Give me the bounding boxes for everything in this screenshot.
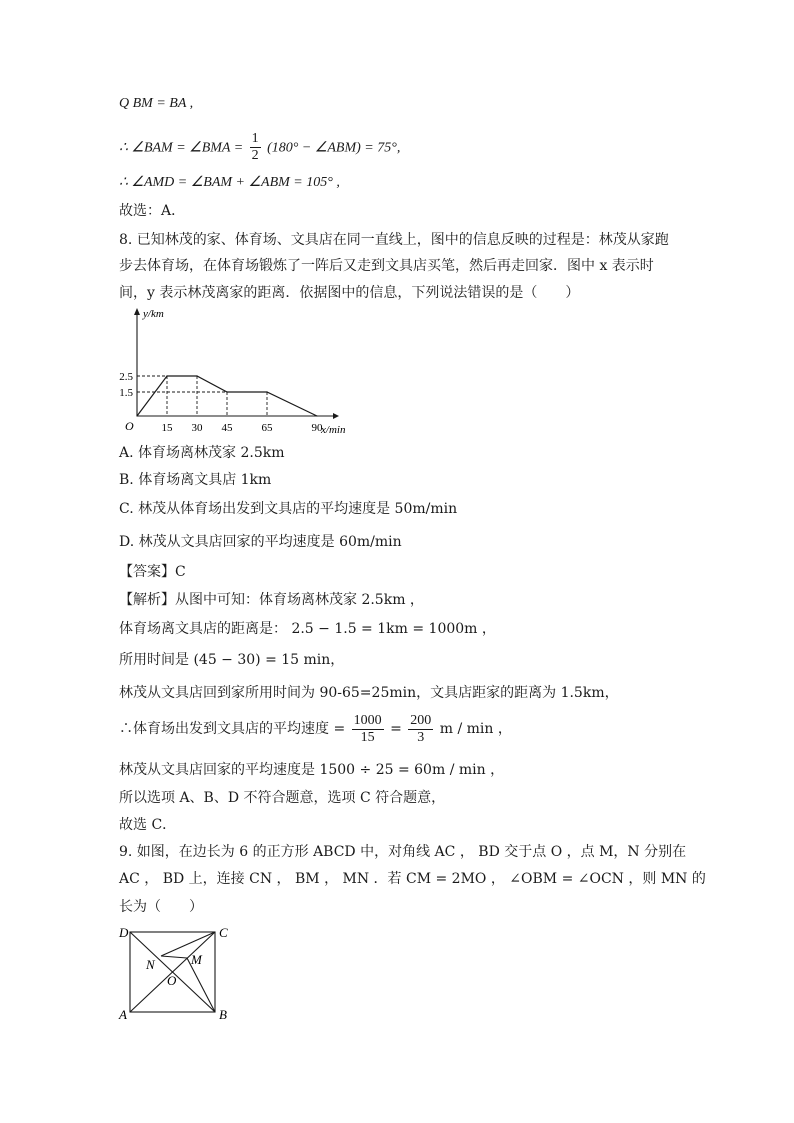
q8-stem-3: 间，y 表示林茂离家的距离．依据图中的信息，下列说法错误的是（ ）: [119, 285, 580, 301]
x-tick-label-45: 45: [221, 422, 233, 434]
q9-stem-3: 长为（ ）: [119, 899, 203, 915]
q8-option-d: D. 林茂从文具店回家的平均速度是 60m/min: [119, 534, 402, 550]
fraction-200-3: $\frac{200}{3}$: [410, 712, 432, 745]
prev-line-2: ∴ ∠BAM = ∠BMA = $\frac{1}{2}$ (180° − ∠ABM) = 75°,: [119, 131, 401, 163]
x-tick-label-15: 15: [161, 422, 173, 434]
prev-line-3: ∴ ∠AMD = ∠BAM + ∠ABM = 105° ,: [119, 175, 340, 190]
data-point-2: [196, 375, 197, 376]
q8-speed-line: ∴体育场出发到文具店的平均速度 = $\frac{1000}{15}$ = $\frac{200}{3}$ m / min ，: [119, 712, 512, 745]
q8-option-c: C. 林茂从体育场出发到文具店的平均速度是 50m/min: [119, 501, 458, 517]
origin-label: O: [125, 419, 134, 433]
square-figure: [115, 922, 240, 1022]
y-axis-arrow: [134, 308, 140, 315]
half-fraction: $\frac{1}{2}$: [251, 131, 259, 163]
q8-stem-1: 8. 已知林茂的家、体育场、文具店在同一直线上，图中的信息反映的过程是：林茂从家跑: [119, 232, 669, 248]
label-a: A: [119, 1007, 127, 1022]
segment-mn: [161, 956, 187, 958]
label-m: M: [191, 952, 202, 967]
prev-line-4: 故选：A．: [119, 203, 186, 219]
q8-analysis-1: 【解析】从图中可知：体育场离林茂家 2.5km ，: [119, 592, 424, 608]
y-axis-label: y/km: [143, 308, 164, 320]
segment-cn: [161, 932, 215, 956]
y-tick-label-1.5: 1.5: [119, 387, 133, 399]
data-point-4: [266, 391, 267, 392]
q8-analysis-7: 故选 C．: [119, 817, 177, 833]
data-point-1: [166, 375, 167, 376]
x-axis-label: x/min: [321, 424, 346, 436]
x-tick-label-30: 30: [191, 422, 203, 434]
q8-analysis-4: 林茂从文具店回到家所用时间为 90-65=25min，文具店距家的距离为 1.5km，: [119, 685, 619, 701]
data-point-0: [136, 415, 137, 416]
label-n: N: [146, 957, 155, 972]
q8-analysis-6: 所以选项 A、B、D 不符合题意，选项 C 符合题意，: [119, 790, 446, 806]
q8-analysis-5: 林茂从文具店回家的平均速度是 1500 ÷ 25 = 60m / min ，: [119, 762, 505, 778]
q8-option-b: B. 体育场离文具店 1km: [119, 472, 272, 488]
x-tick-label-90: 90: [311, 422, 323, 434]
distance-time-chart: [115, 305, 365, 437]
x-tick-label-65: 65: [261, 422, 273, 434]
label-b: B: [219, 1007, 227, 1022]
data-point-3: [226, 391, 227, 392]
q8-option-a: A. 体育场离林茂家 2.5km: [119, 445, 285, 461]
y-tick-label-2.5: 2.5: [119, 371, 133, 383]
q9-stem-1: 9. 如图，在边长为 6 的正方形 ABCD 中，对角线 AC ， BD 交于点 O ，点 M，N 分别在: [119, 844, 687, 860]
q8-stem-2: 步去体育场，在体育场锻炼了一阵后又走到文具店买笔，然后再走回家．图中 x 表示时: [119, 258, 654, 274]
q8-analysis-3: 所用时间是 (45 − 30) = 15 min，: [119, 652, 345, 668]
label-d: D: [119, 925, 129, 940]
prev-line-1: Q BM = BA ,: [119, 96, 194, 111]
q8-answer: 【答案】C: [119, 564, 186, 580]
q9-stem-2: AC ， BD 上，连接 CN ， BM ， MN ．若 CM = 2MO ， ∠OBM = ∠OCN ，则 MN 的: [119, 871, 706, 887]
data-point-5: [316, 415, 317, 416]
fraction-1000-15: $\frac{1000}{15}$: [353, 712, 382, 745]
label-c: C: [219, 925, 228, 940]
label-o: O: [167, 973, 177, 988]
q8-analysis-2: 体育场离文具店的距离是： 2.5 − 1.5 = 1km = 1000m ，: [119, 621, 496, 637]
x-axis-arrow: [333, 413, 339, 419]
